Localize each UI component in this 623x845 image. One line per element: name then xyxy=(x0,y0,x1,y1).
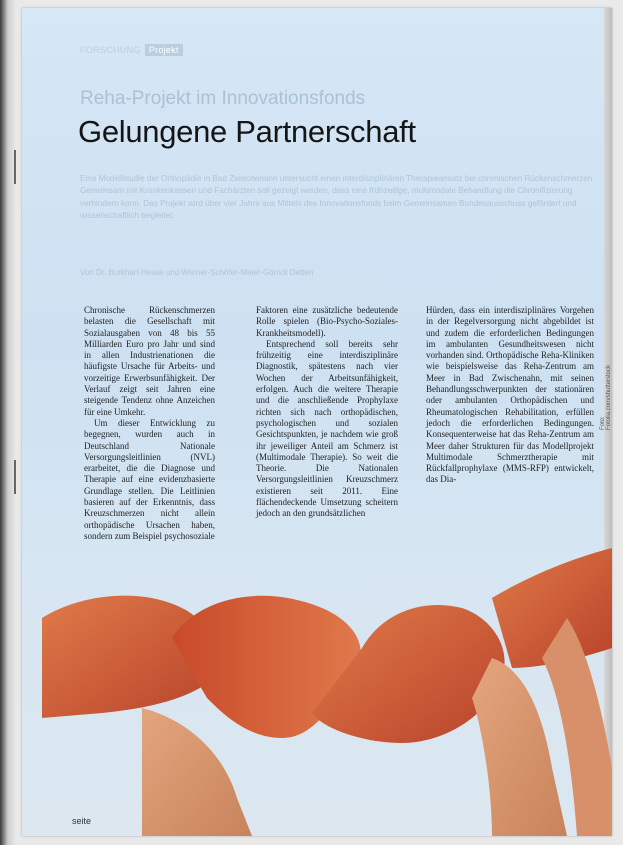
binding-mark xyxy=(14,150,16,184)
paragraph: Um dieser Entwicklung zu begegnen, wurden auch in Deutschland Nationale Versorgungsleitlinien (NVL) erarbeitet, die die Diagnose und Therapie auf eine evidenzbasierte Grundlage stellen. Die Leitlinien basieren auf der Erkenntnis, dass Kreuzschmerzen nicht allein orthopädische Ursachen haben, sondern zum Beispiel psychosoziale xyxy=(84,417,215,541)
article-lead: Eine Modellstudie der Orthopädie in Bad Zwischenahn untersucht einen interdisziplinären Therapieansatz bei chronischen Rückenschmerzen. Gemeinsam mit Krankenkassen und Fachärzten soll gezeigt werden, dass eine frühzeitige, multimodale Behandlung die Chronifizierung verhindern kann. Das Projekt wird über vier Jahre aus Mitteln des Innovationsfonds beim Gemeinsamen Bundesausschuss gefördert und wissenschaftlich begleitet. xyxy=(80,174,595,220)
article-authors: Von Dr. Burkhart Hesse und Werner-Schöfer-Meier-Görndt Detten xyxy=(80,268,314,277)
article-headline: Gelungene Partnerschaft xyxy=(78,114,416,149)
binding-mark xyxy=(14,460,16,494)
paragraph: Chronische Rückenschmerzen belasten die Gesellschaft mit Sozialausgaben von 48 bis 55 Milliarden Euro pro Jahr und sind in allen Industrienationen die häufigste Ursache für Arbeits- und vorzeitige Erwerbsunfähigkeit. Der Verlauf zeigt seit Jahren eine steigende Tendenz ohne Anzeichen für eine Umkehr. xyxy=(84,305,215,417)
paragraph: Entsprechend soll bereits sehr frühzeitig eine interdisziplinäre Diagnostik, spätestens nach vier Wochen der Arbeitsunfähigkeit, erfolgen. Auch die weitere Therapie und die anschließende Prophylaxe richten sich nach orthopädischen, psychologischen und sozialen Gesichtspunkten, je nachdem wie groß ihr jeweiliger Anteil am Schmerz ist (Multimodale Therapie). So weit die Theorie. Die Nationalen Versorgungsleitlinien Kreuzschmerz existieren seit 2011. Eine flächendeckende Umsetzung scheitern jedoch an den grundsätzlichen xyxy=(256,338,398,519)
article-kicker: Reha-Projekt im Innovationsfonds xyxy=(80,88,366,109)
paragraph: Hürden, dass ein interdisziplinäres Vorgehen in der Regelversorgung nicht abgebildet ist und zudem die erforderlichen Bedingungen im ambulanten Gesundheitswesen nicht vorhanden sind. Orthopädische Reha-Kliniken wie beispielsweise das Reha-Zentrum am Meer in Bad Zwischenahn, mit seinen Behandlungsschwerpunkten der stationären oder ambulanten Orthopädischen und Rheumatologischen Rehabilitation, erfüllen jedoch die erforderlichen Bedingungen. Konsequenterweise hat das Reha-Zentrum am Meer daher Strukturen für das Modellprojekt Multimodale Schmerztherapie mit Rückfallprophylaxe (MMS-RFP) entwickelt, das Dia- xyxy=(426,305,594,485)
section-category: FORSCHUNG xyxy=(80,45,141,55)
page-number: seite xyxy=(72,816,92,826)
magazine-page xyxy=(22,8,612,836)
arm-left xyxy=(142,708,252,836)
heart-hands-photo xyxy=(22,8,612,836)
paragraph: Faktoren eine zusätzliche bedeutende Rolle spielen (Bio-Psycho-Soziales-Krankheitsmodell). xyxy=(256,305,398,338)
photo-credit: Foto: Fotolia.com/shutterstock xyxy=(600,364,612,430)
section-subcategory: Projekt xyxy=(145,44,183,56)
